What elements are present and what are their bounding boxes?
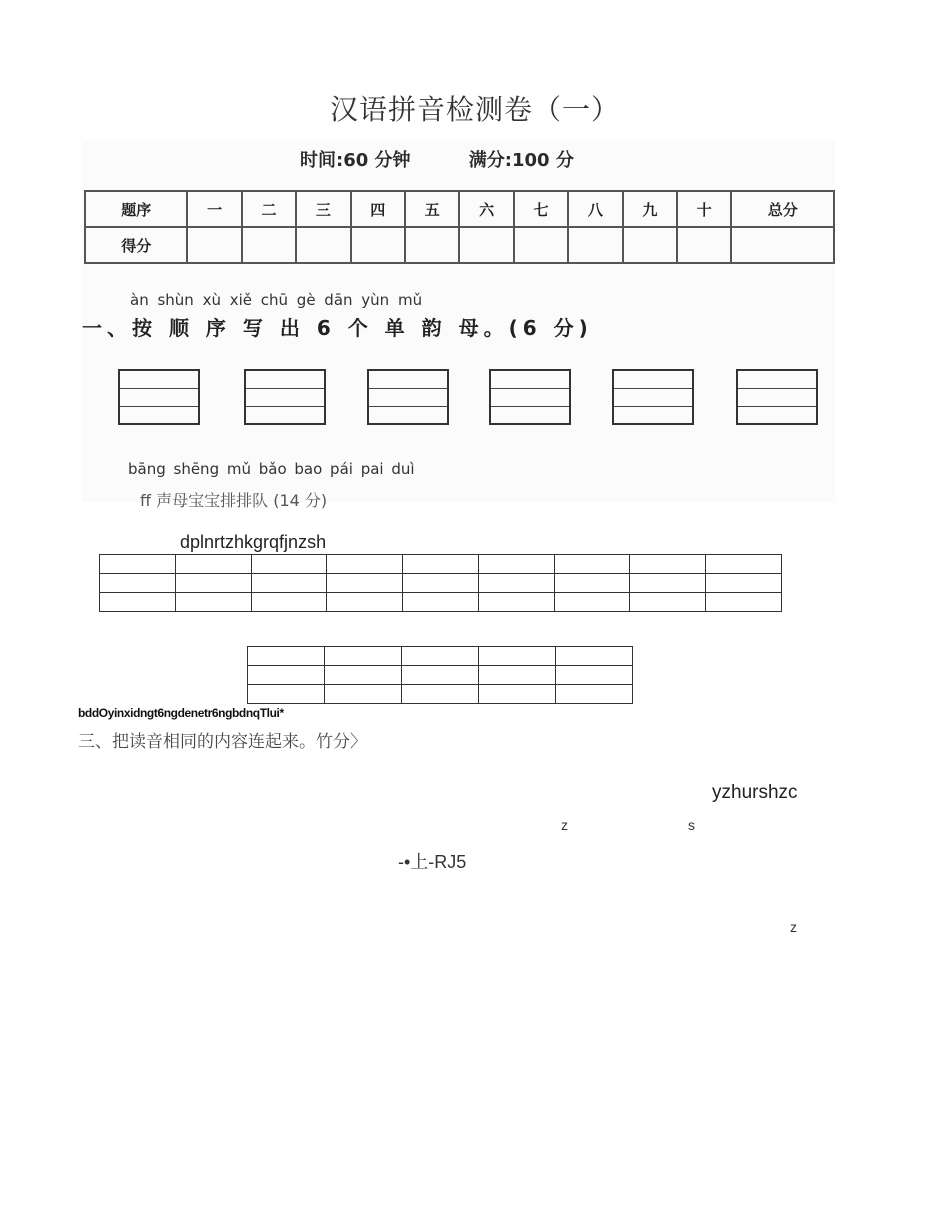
grid-cell[interactable] <box>556 666 633 685</box>
grid-cell[interactable] <box>327 555 403 574</box>
answer-grid-large <box>99 554 782 612</box>
grid-row <box>100 574 782 593</box>
page-footer-label: -•上-RJ5 <box>398 852 467 872</box>
score-table-score-row <box>85 227 834 263</box>
grid-cell[interactable] <box>248 647 325 666</box>
score-cell: 五 <box>405 191 459 227</box>
grid-cell[interactable] <box>251 593 327 612</box>
grid-cell[interactable] <box>325 685 402 704</box>
score-cell: 一 <box>187 191 241 227</box>
grid-cell[interactable] <box>556 685 633 704</box>
grid-cell[interactable] <box>248 685 325 704</box>
score-table-header-row <box>85 191 834 227</box>
time-score-bar <box>300 146 574 172</box>
grid-cell[interactable] <box>403 574 479 593</box>
grid-cell[interactable] <box>402 666 479 685</box>
grid-row <box>248 685 633 704</box>
grid-cell[interactable] <box>325 666 402 685</box>
grid-cell[interactable] <box>325 647 402 666</box>
grid-cell[interactable] <box>556 647 633 666</box>
score-cell: 七 <box>514 191 568 227</box>
four-line-box[interactable] <box>612 369 694 425</box>
score-row-label: 得分 <box>85 227 187 263</box>
grid-cell[interactable] <box>706 574 782 593</box>
score-input-cell[interactable] <box>514 227 568 263</box>
fragment-z-bottom: z <box>790 919 797 935</box>
grid-cell[interactable] <box>100 574 176 593</box>
score-input-cell[interactable] <box>677 227 731 263</box>
score-input-cell[interactable] <box>623 227 677 263</box>
grid-cell[interactable] <box>478 555 554 574</box>
score-cell: 题序 <box>85 191 187 227</box>
score-input-cell[interactable] <box>242 227 296 263</box>
grid-cell[interactable] <box>403 555 479 574</box>
score-cell: 总分 <box>731 191 834 227</box>
score-input-cell[interactable] <box>296 227 350 263</box>
grid-cell[interactable] <box>478 574 554 593</box>
grid-cell[interactable] <box>251 574 327 593</box>
section3-pinyin-line: bddOyinxidngt6ngdenetr6ngbdnqTlui* <box>78 706 284 720</box>
grid-cell[interactable] <box>327 593 403 612</box>
grid-row <box>100 593 782 612</box>
four-line-box[interactable] <box>367 369 449 425</box>
grid-cell[interactable] <box>100 555 176 574</box>
grid-row <box>100 555 782 574</box>
grid-cell[interactable] <box>327 574 403 593</box>
score-table <box>84 190 835 264</box>
score-cell: 四 <box>351 191 405 227</box>
score-cell: 十 <box>677 191 731 227</box>
grid-cell[interactable] <box>248 666 325 685</box>
grid-row <box>248 647 633 666</box>
consonant-fragment: yzhurshzc <box>712 782 798 803</box>
score-cell: 八 <box>568 191 622 227</box>
four-line-box[interactable] <box>244 369 326 425</box>
grid-cell[interactable] <box>251 555 327 574</box>
grid-cell[interactable] <box>175 593 251 612</box>
grid-cell[interactable] <box>554 574 630 593</box>
grid-row <box>248 666 633 685</box>
grid-cell[interactable] <box>479 647 556 666</box>
grid-cell[interactable] <box>706 555 782 574</box>
fragment-s: s <box>688 817 695 833</box>
score-input-cell[interactable] <box>568 227 622 263</box>
grid-cell[interactable] <box>402 647 479 666</box>
full-score-label: 满分:100 分 <box>468 150 574 171</box>
grid-cell[interactable] <box>479 685 556 704</box>
section1-question: 一、按 顺 序 写 出 6 个 单 韵 母。(6 分) <box>82 316 593 340</box>
grid-cell[interactable] <box>630 574 706 593</box>
score-cell: 九 <box>623 191 677 227</box>
score-cell: 六 <box>459 191 513 227</box>
score-input-cell[interactable] <box>459 227 513 263</box>
section1-pinyin: àn shùn xù xiě chū gè dān yùn mǔ <box>130 291 423 309</box>
grid-cell[interactable] <box>630 593 706 612</box>
grid-cell[interactable] <box>554 593 630 612</box>
score-cell: 三 <box>296 191 350 227</box>
time-label: 时间:60 分钟 <box>300 150 411 171</box>
answer-grid-small <box>247 646 633 704</box>
grid-cell[interactable] <box>100 593 176 612</box>
grid-cell[interactable] <box>630 555 706 574</box>
score-input-cell[interactable] <box>731 227 834 263</box>
grid-cell[interactable] <box>478 593 554 612</box>
score-input-cell[interactable] <box>351 227 405 263</box>
score-cell: 二 <box>242 191 296 227</box>
page-title: 汉语拼音检测卷（一） <box>329 93 620 126</box>
four-line-box[interactable] <box>118 369 200 425</box>
four-line-box[interactable] <box>489 369 571 425</box>
grid-cell[interactable] <box>175 555 251 574</box>
four-line-box[interactable] <box>736 369 818 425</box>
consonant-list: dplnrtzhkgrqfjnzsh <box>180 532 327 552</box>
grid-cell[interactable] <box>402 685 479 704</box>
grid-cell[interactable] <box>706 593 782 612</box>
fragment-z: z <box>561 817 568 833</box>
grid-cell[interactable] <box>175 574 251 593</box>
grid-cell[interactable] <box>479 666 556 685</box>
section2-pinyin: bāng shēng mǔ bǎo bao pái pai duì <box>128 460 415 478</box>
grid-cell[interactable] <box>403 593 479 612</box>
section2-question: ff 声母宝宝排排队 (14 分) <box>140 491 328 510</box>
grid-cell[interactable] <box>554 555 630 574</box>
section3-question: 三、把读音相同的内容连起来。竹分〉 <box>78 732 367 752</box>
score-input-cell[interactable] <box>405 227 459 263</box>
score-input-cell[interactable] <box>187 227 241 263</box>
